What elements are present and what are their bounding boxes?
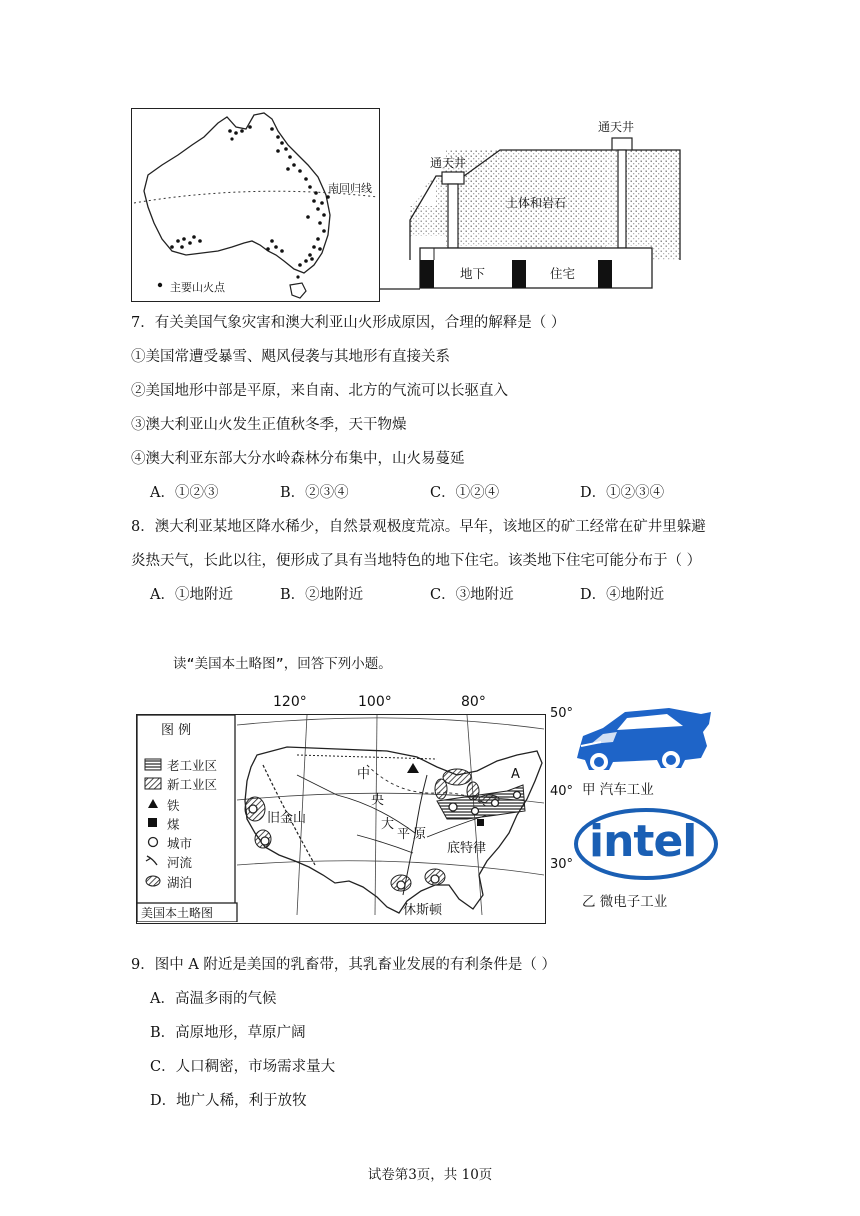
label-yang: 央 <box>371 793 385 808</box>
legend-city: 城市 <box>167 835 193 851</box>
map-caption: 美国本土略图 <box>141 906 214 920</box>
legend-title: 图 例 <box>161 723 192 738</box>
lat-30: 30° <box>550 857 574 872</box>
intel-wordmark: intel <box>589 816 697 867</box>
q7-item-2: ②美国地形中部是平原，来自南、北方的气流可以长驱直入 <box>131 383 508 399</box>
room-label-1: 地下 <box>460 266 486 281</box>
car-industry-label: 甲 汽车工业 <box>582 782 654 798</box>
legend-lake: 湖泊 <box>167 874 193 890</box>
page-footer: 试卷第3页，共 10页 <box>367 1167 493 1183</box>
lat-40: 40° <box>550 784 574 799</box>
q8-option-c[interactable]: C．③地附近 <box>430 587 514 603</box>
q9-option-a[interactable]: A．高温多雨的气候 <box>150 991 277 1007</box>
label-detroit: 底特律 <box>447 841 487 856</box>
lat-50: 50° <box>550 706 574 721</box>
shaft-label-left: 通天井 <box>430 156 467 170</box>
label-yuan: 原 <box>413 827 427 842</box>
legend-iron: 铁 <box>167 797 180 813</box>
room-label-2: 住宅 <box>550 266 576 281</box>
tropic-label: 南回归线 <box>328 182 372 195</box>
australia-map <box>132 109 378 300</box>
lon-120: 120° <box>273 694 307 710</box>
underground-house-figure <box>380 110 700 300</box>
q8-option-b[interactable]: B．②地附近 <box>280 587 364 603</box>
lon-80: 80° <box>461 694 486 710</box>
q8-stem-line2: 炎热天气，长此以往，便形成了具有当地特色的地下住宅。该类地下住宅可能分布于（ ） <box>131 553 702 569</box>
australia-map-figure <box>131 108 380 302</box>
us-map-figure <box>136 692 856 932</box>
label-ping: 平 <box>397 827 411 842</box>
q9-option-d[interactable]: D．地广人稀，利于放牧 <box>150 1093 307 1109</box>
q9-option-b[interactable]: B．高原地形，草原广阔 <box>150 1025 306 1041</box>
legend-river: 河流 <box>167 854 193 870</box>
soil-label: 土体和岩石 <box>506 196 567 210</box>
q7-option-d[interactable]: D．①②③④ <box>580 485 665 501</box>
label-san-francisco: 旧金山 <box>267 811 307 826</box>
label-houston: 休斯顿 <box>403 903 443 918</box>
shaft-label-right: 通天井 <box>598 120 635 134</box>
fire-legend-label: 主要山火点 <box>170 281 225 294</box>
us-map-frame <box>136 714 546 924</box>
car-icon <box>573 702 713 774</box>
q7-stem: 7．有关美国气象灾害和澳大利亚山火形成原因，合理的解释是（ ） <box>131 315 566 331</box>
us-map-drawing <box>137 715 544 922</box>
lon-100: 100° <box>358 694 392 710</box>
intel-logo <box>571 804 721 884</box>
car-logo <box>573 702 713 774</box>
label-da: 大 <box>381 817 395 832</box>
label-zhong: 中 <box>357 767 371 782</box>
q9-option-c[interactable]: C．人口稠密，市场需求量大 <box>150 1059 336 1075</box>
label-a: A <box>511 767 520 782</box>
q7-option-c[interactable]: C．①②④ <box>430 485 500 501</box>
legend-coal: 煤 <box>167 816 180 832</box>
q7-item-1: ①美国常遭受暴雪、飓风侵袭与其地形有直接关系 <box>131 349 450 365</box>
q7-option-b[interactable]: B．②③④ <box>280 485 349 501</box>
q9-stem: 9．图中 A 附近是美国的乳畜带，其乳畜业发展的有利条件是（ ） <box>131 957 557 973</box>
q7-option-a[interactable]: A．①②③ <box>150 485 219 501</box>
q8-option-a[interactable]: A．①地附近 <box>150 587 233 603</box>
intro-text: 读“美国本土略图”，回答下列小题。 <box>173 656 392 672</box>
q7-item-4: ④澳大利亚东部大分水岭森林分布集中，山火易蔓延 <box>131 451 465 467</box>
q8-stem-line1: 8．澳大利亚某地区降水稀少，自然景观极度荒凉。早年，该地区的矿工经常在矿井里躲避 <box>131 519 706 535</box>
q7-item-3: ③澳大利亚山火发生正值秋冬季，天干物燥 <box>131 417 407 433</box>
legend-new-industry: 新工业区 <box>167 776 218 792</box>
q8-option-d[interactable]: D．④地附近 <box>580 587 665 603</box>
electronics-industry-label: 乙 微电子工业 <box>582 894 668 910</box>
legend-old-industry: 老工业区 <box>167 757 218 773</box>
